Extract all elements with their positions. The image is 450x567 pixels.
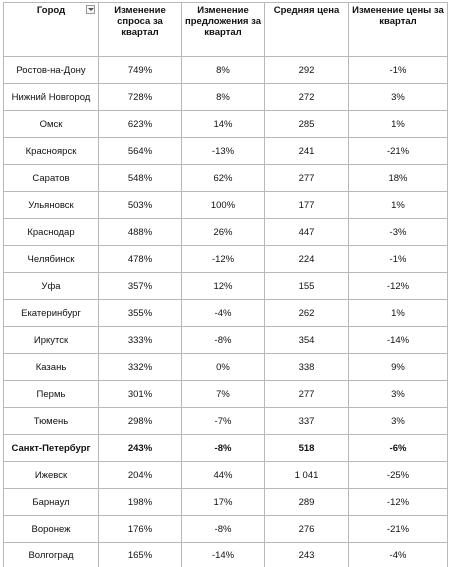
header-row <box>4 3 448 57</box>
cell-demand-change: 749% <box>99 57 182 84</box>
header-city-label: Город <box>37 5 65 16</box>
cell-price-change: -21% <box>349 516 448 543</box>
table-row <box>4 165 448 192</box>
cell-average-price: 1 041 <box>265 462 349 489</box>
cell-price-change: 1% <box>349 192 448 219</box>
cell-price-change: -6% <box>349 435 448 462</box>
cell-average-price: 277 <box>265 381 349 408</box>
cell-demand-change: 333% <box>99 327 182 354</box>
cell-supply-change: -7% <box>182 408 265 435</box>
cell-price-change: -1% <box>349 246 448 273</box>
cell-demand-change: 478% <box>99 246 182 273</box>
cell-average-price: 277 <box>265 165 349 192</box>
cell-price-change: -25% <box>349 462 448 489</box>
cell-city: Ульяновск <box>4 192 99 219</box>
cell-city: Омск <box>4 111 99 138</box>
table-body <box>4 57 448 567</box>
cell-average-price: 155 <box>265 273 349 300</box>
cell-demand-change: 204% <box>99 462 182 489</box>
cell-supply-change: -13% <box>182 138 265 165</box>
cell-price-change: -1% <box>349 57 448 84</box>
table-row <box>4 246 448 273</box>
cell-city: Краснодар <box>4 219 99 246</box>
cell-city: Челябинск <box>4 246 99 273</box>
cell-price-change: -21% <box>349 138 448 165</box>
cell-price-change: -12% <box>349 489 448 516</box>
cell-city: Ижевск <box>4 462 99 489</box>
header-average-price <box>265 3 349 57</box>
cell-average-price: 338 <box>265 354 349 381</box>
cell-city: Ростов-на-Дону <box>4 57 99 84</box>
table-row <box>4 192 448 219</box>
cell-average-price: 272 <box>265 84 349 111</box>
cell-demand-change: 298% <box>99 408 182 435</box>
table-row <box>4 381 448 408</box>
table-row <box>4 219 448 246</box>
cell-price-change: -4% <box>349 543 448 567</box>
cell-city: Санкт-Петербург <box>4 435 99 462</box>
spreadsheet-table-container <box>3 2 447 567</box>
city-rental-table <box>3 2 448 567</box>
header-supply-change <box>182 3 265 57</box>
header-city[interactable] <box>4 3 99 57</box>
cell-supply-change: 62% <box>182 165 265 192</box>
cell-supply-change: -8% <box>182 516 265 543</box>
table-row <box>4 408 448 435</box>
cell-city: Уфа <box>4 273 99 300</box>
cell-city: Барнаул <box>4 489 99 516</box>
cell-price-change: 1% <box>349 300 448 327</box>
cell-demand-change: 564% <box>99 138 182 165</box>
cell-demand-change: 165% <box>99 543 182 567</box>
cell-average-price: 337 <box>265 408 349 435</box>
cell-average-price: 354 <box>265 327 349 354</box>
cell-supply-change: 7% <box>182 381 265 408</box>
cell-average-price: 447 <box>265 219 349 246</box>
header-average-price-label: Средняя цена <box>274 5 340 16</box>
dropdown-filter-icon[interactable] <box>86 5 95 14</box>
cell-price-change: 18% <box>349 165 448 192</box>
cell-city: Нижний Новгород <box>4 84 99 111</box>
cell-city: Воронеж <box>4 516 99 543</box>
table-row <box>4 84 448 111</box>
cell-demand-change: 728% <box>99 84 182 111</box>
cell-average-price: 276 <box>265 516 349 543</box>
cell-demand-change: 488% <box>99 219 182 246</box>
cell-average-price: 262 <box>265 300 349 327</box>
cell-average-price: 518 <box>265 435 349 462</box>
cell-supply-change: 17% <box>182 489 265 516</box>
cell-city: Тюмень <box>4 408 99 435</box>
header-demand-change-label: Изменение спроса за квартал <box>114 5 166 38</box>
cell-demand-change: 198% <box>99 489 182 516</box>
cell-city: Екатеринбург <box>4 300 99 327</box>
header-price-change-label: Изменение цены за квартал <box>352 5 444 27</box>
cell-supply-change: 44% <box>182 462 265 489</box>
header-supply-change-label: Изменение предложения за квартал <box>185 5 261 38</box>
cell-average-price: 224 <box>265 246 349 273</box>
cell-demand-change: 332% <box>99 354 182 381</box>
table-row <box>4 327 448 354</box>
cell-average-price: 289 <box>265 489 349 516</box>
table-row <box>4 489 448 516</box>
cell-city: Красноярск <box>4 138 99 165</box>
table-row <box>4 138 448 165</box>
cell-supply-change: 14% <box>182 111 265 138</box>
cell-supply-change: -8% <box>182 327 265 354</box>
cell-average-price: 292 <box>265 57 349 84</box>
cell-price-change: 3% <box>349 408 448 435</box>
cell-demand-change: 623% <box>99 111 182 138</box>
cell-supply-change: -14% <box>182 543 265 567</box>
cell-city: Волгоград <box>4 543 99 567</box>
table-row <box>4 462 448 489</box>
table-row <box>4 543 448 567</box>
table-row <box>4 435 448 462</box>
cell-supply-change: 12% <box>182 273 265 300</box>
cell-price-change: -3% <box>349 219 448 246</box>
cell-supply-change: -12% <box>182 246 265 273</box>
cell-supply-change: -4% <box>182 300 265 327</box>
cell-demand-change: 301% <box>99 381 182 408</box>
cell-city: Саратов <box>4 165 99 192</box>
cell-average-price: 241 <box>265 138 349 165</box>
cell-demand-change: 548% <box>99 165 182 192</box>
table-row <box>4 273 448 300</box>
cell-supply-change: 100% <box>182 192 265 219</box>
cell-supply-change: 0% <box>182 354 265 381</box>
cell-supply-change: 8% <box>182 57 265 84</box>
cell-average-price: 177 <box>265 192 349 219</box>
table-header <box>4 3 448 57</box>
cell-price-change: 1% <box>349 111 448 138</box>
table-row <box>4 57 448 84</box>
cell-demand-change: 176% <box>99 516 182 543</box>
cell-average-price: 243 <box>265 543 349 567</box>
cell-demand-change: 503% <box>99 192 182 219</box>
header-demand-change <box>99 3 182 57</box>
cell-price-change: 9% <box>349 354 448 381</box>
cell-supply-change: 8% <box>182 84 265 111</box>
cell-price-change: 3% <box>349 381 448 408</box>
cell-supply-change: -8% <box>182 435 265 462</box>
cell-city: Казань <box>4 354 99 381</box>
cell-city: Пермь <box>4 381 99 408</box>
cell-price-change: 3% <box>349 84 448 111</box>
cell-price-change: -12% <box>349 273 448 300</box>
cell-demand-change: 243% <box>99 435 182 462</box>
table-row <box>4 516 448 543</box>
header-price-change <box>349 3 448 57</box>
cell-city: Иркутск <box>4 327 99 354</box>
table-row <box>4 300 448 327</box>
cell-price-change: -14% <box>349 327 448 354</box>
cell-supply-change: 26% <box>182 219 265 246</box>
cell-average-price: 285 <box>265 111 349 138</box>
cell-demand-change: 357% <box>99 273 182 300</box>
cell-demand-change: 355% <box>99 300 182 327</box>
table-row <box>4 111 448 138</box>
table-row <box>4 354 448 381</box>
